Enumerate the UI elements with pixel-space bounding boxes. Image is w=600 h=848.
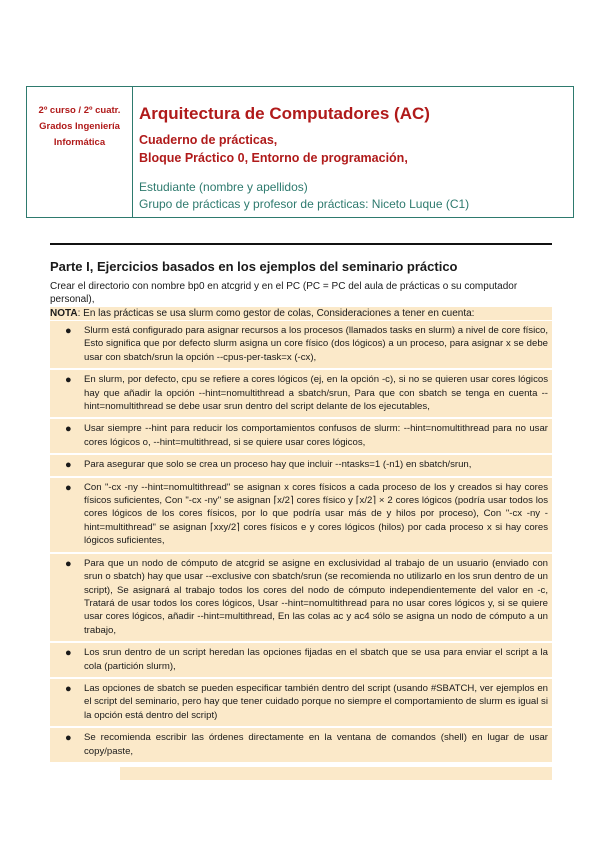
nota-line [50,307,552,320]
block-subtitle: Bloque Práctico 0, Entorno de programación, [139,151,408,165]
bullet-dot-icon: ● [65,481,72,494]
part-title: Parte I, Ejercicios basados en los ejemplos del seminario práctico [50,259,458,274]
bullet-dot-icon: ● [65,647,72,660]
header-box [26,86,574,218]
list-item-text: Usar siempre --hint para reducir los comportamientos confusos de slurm: --hint=nomultithread para no usar cores lógicos o, --hint=multithread, si se quiere usar cores lógicos, [84,423,548,448]
list-item [50,419,552,453]
answer-area [120,767,552,780]
course-info [27,103,132,151]
list-item [50,321,552,368]
list-item-text: Los srun dentro de un script heredan las opciones fijadas en el sbatch que se usa para enviar el script a la cola (partición slurm), [84,647,548,672]
bullet-dot-icon: ● [65,682,72,695]
intro-paragraph: Crear el directorio con nombre bp0 en atcgrid y en el PC (PC = PC del aula de prácticas o su computador personal), [50,281,518,305]
nota-label: NOTA [50,308,78,319]
list-item-text: Las opciones de sbatch se pueden especificar también dentro del script (usando #SBATCH, ver ejemplos en el script del seminario, pero hay que tener cuidado porque no siempre el comportamiento de slurm es igual si la opción está dentro del script) [84,682,548,721]
list-item [50,370,552,417]
list-item [50,643,552,677]
bullet-dot-icon: ● [65,557,72,570]
bullet-dot-icon: ● [65,459,72,472]
list-item-text: En slurm, por defecto, cpu se refiere a cores lógicos (ej, en la opción -c), si no se quieren usar cores lógicos hay que añadir la opción --hint=nomultithread a sbatch/srun, Para que con sbatch se tenga en cuenta --hint=nomultithread se debe usar srun dentro del script delante de los ejecutables, [84,374,548,413]
course-year: 2º curso / 2º cuatr. [38,105,121,116]
section-rule [50,243,552,245]
bullet-dot-icon: ● [65,374,72,387]
nota-text: : En las prácticas se usa slurm como gestor de colas, Consideraciones a tener en cuenta: [77,308,475,319]
header-divider [132,87,133,217]
degree-line1: Grados Ingeniería [39,121,120,132]
student-field: Estudiante (nombre y apellidos) [139,180,308,194]
list-item-text: Con "-cx -ny --hint=nomultithread" se asignan x cores físicos a cada proceso de los y creados si hay cores físicos suficientes, Con "-cx -ny" se asignan ⌈x/2⌉ cores físico y ⌈x/2⌉ × 2 cores lógicos (podría usar todos los cores lógicos de los cores físicos, por lo que podría usar más de y hilos por proceso), Con "-cx -ny -hint=multithread" se asignan ⌈xxy/2⌉ cores físicos e y cores lógicos (hilos) por cada proceso x si hay cores lógicos suficientes, [84,481,548,547]
list-item [50,679,552,726]
list-item [50,478,552,552]
degree-line2: Informática [53,137,106,148]
list-item-text: Para que un nodo de cómputo de atcgrid se asigne en exclusividad al trabajo de un usuario (enviado con srun o sbatch) hay que usar --exclusive con sbatch/srun (se recomienda no utilizarlo en los srun dentro de un script), Se asignará al trabajo todos los cores del nodo de cómputo independientemente del valor en -c, Tratará de usar todos los cores lógicos, Usar --hint=nomultithread para no usar cores lógicos y, si se quiere usar cores lógicos, añadir --hint=multithread, En las colas ac y ac4 sólo se asigna un nodo de cómputo a un trabajo, [84,557,548,636]
list-item-text: Se recomienda escribir las órdenes directamente en la ventana de comandos (shell) en lugar de usar copy/paste, [84,732,548,757]
bullet-dot-icon: ● [65,325,72,337]
course-title: Arquitectura de Computadores (AC) [139,104,430,123]
list-item-text: Slurm está configurado para asignar recursos a los procesos (llamados tasks en slurm) a nivel de core físico, Esto significa que por defecto slurm asigna un core físico (dos lógicos) a un proceso, para asignar x se debe usar con sbatch/srun la opción --cpus-per-task=x (-cx), [84,325,548,363]
list-item [50,554,552,641]
list-item-text: Para asegurar que solo se crea un proceso hay que incluir --ntasks=1 (-n1) en sbatch/srun, [84,459,472,471]
bullet-dot-icon: ● [65,732,72,745]
notebook-subtitle: Cuaderno de prácticas, [139,133,278,147]
bullet-dot-icon: ● [65,423,72,436]
group-field: Grupo de prácticas y profesor de prácticas: Niceto Luque (C1) [139,197,470,211]
list-item [50,728,552,762]
bullet-list [50,321,552,764]
list-item [50,455,552,475]
